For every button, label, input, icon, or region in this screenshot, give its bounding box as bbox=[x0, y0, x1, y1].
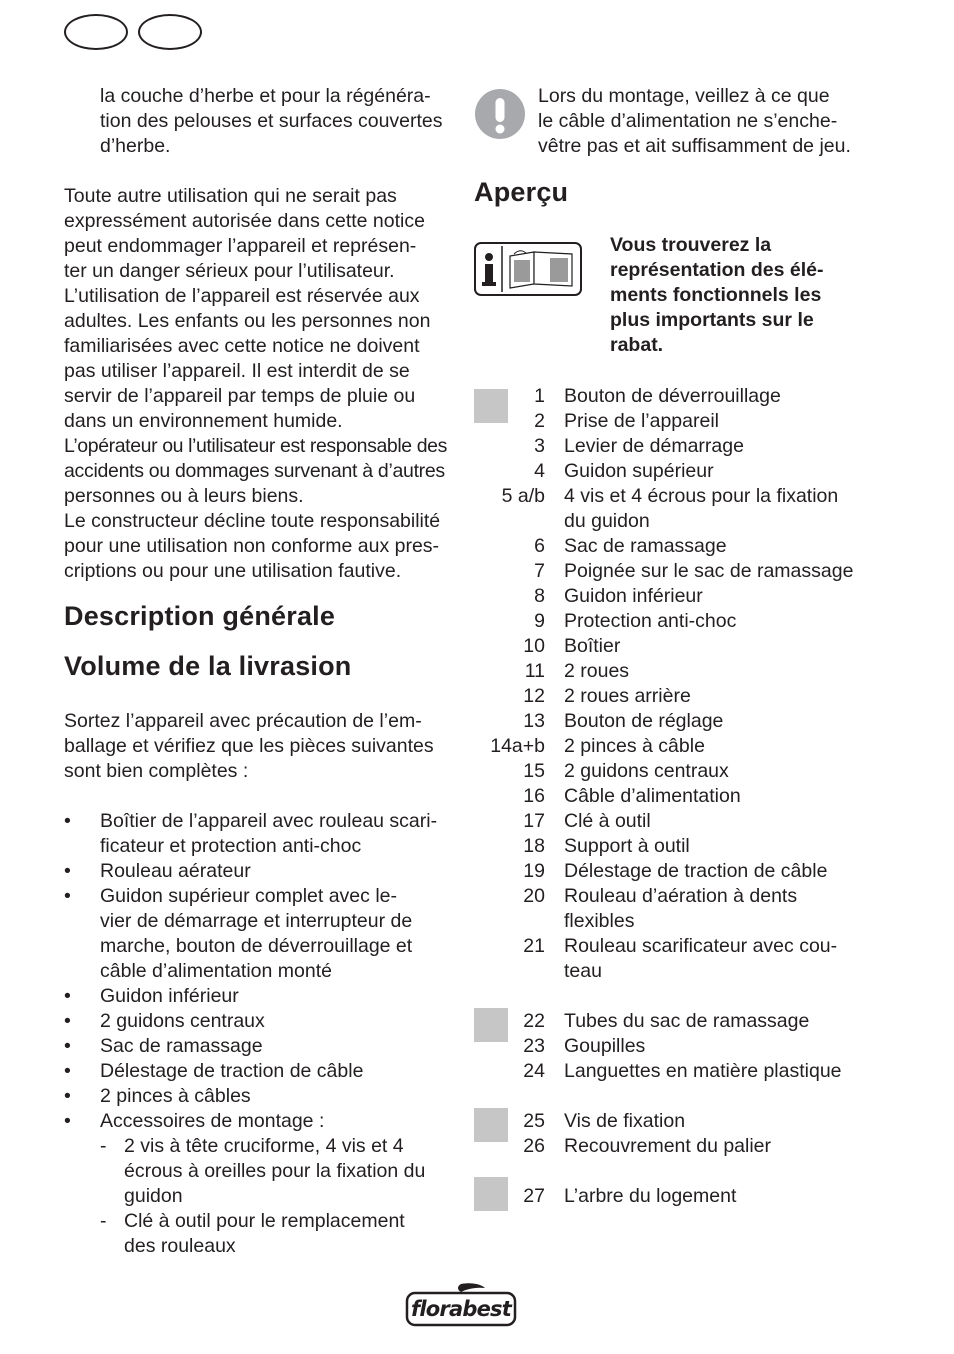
part-label-line: Bouton de réglage bbox=[564, 710, 724, 732]
part-label-line: Guidon inférieur bbox=[564, 585, 703, 607]
delivery-intro-line: ballage et vérifiez que les pièces suivantes bbox=[64, 735, 434, 757]
part-label-line: Sac de ramassage bbox=[564, 535, 727, 557]
part-number: 13 bbox=[523, 710, 545, 732]
bullet-item-line: Rouleau aérateur bbox=[100, 860, 251, 882]
dash-item-line: 2 vis à tête cruciforme, 4 vis et 4 bbox=[124, 1135, 404, 1157]
part-label-line: Goupilles bbox=[564, 1035, 646, 1057]
info-line: rabat. bbox=[610, 334, 664, 356]
bullet-dot: • bbox=[64, 1110, 71, 1132]
bullet-dot: • bbox=[64, 1035, 71, 1057]
part-label-line: 4 vis et 4 écrous pour la fixation bbox=[564, 485, 839, 507]
bullet-item-line: Guidon supérieur complet avec le- bbox=[100, 885, 397, 907]
info-line: ments fonctionnels les bbox=[610, 284, 822, 306]
bullet-dot: • bbox=[64, 810, 71, 832]
part-label-line: 2 guidons centraux bbox=[564, 760, 729, 782]
part-label-line: Délestage de traction de câble bbox=[564, 860, 828, 882]
part-label-line: Poignée sur le sac de ramassage bbox=[564, 560, 854, 582]
part-number: 3 bbox=[534, 435, 545, 457]
bullet-dot: • bbox=[64, 885, 71, 907]
logo-text: florabest bbox=[411, 1297, 511, 1321]
part-label-line: Vis de fixation bbox=[564, 1110, 686, 1132]
part-label-line: Guidon supérieur bbox=[564, 460, 714, 482]
paragraph-line: dans un environnement humide. bbox=[64, 410, 343, 432]
info-line: représentation des élé- bbox=[610, 259, 824, 281]
paragraph-line: L’utilisation de l’appareil est réservée aux bbox=[64, 285, 420, 307]
part-label-line: Support à outil bbox=[564, 835, 690, 857]
part-number: 1 bbox=[534, 385, 545, 407]
paragraph-line: criptions ou pour une utilisation fautive. bbox=[64, 560, 402, 582]
paragraph-line: accidents ou dommages survenant à d’autres bbox=[64, 460, 445, 482]
part-label-line: 2 roues arrière bbox=[564, 685, 691, 707]
bullet-dot: • bbox=[64, 1085, 71, 1107]
dash-item-line: Clé à outil pour le remplacement bbox=[124, 1210, 405, 1232]
paragraph-line: pas utiliser l’appareil. Il est interdit de se bbox=[64, 360, 410, 382]
bullet-item-line: Accessoires de montage : bbox=[100, 1110, 325, 1132]
bullet-item-line: 2 guidons centraux bbox=[100, 1010, 265, 1032]
part-number: 5 a/b bbox=[501, 485, 545, 507]
delivery-intro-line: Sortez l’appareil avec précaution de l’em- bbox=[64, 710, 422, 732]
bullet-item-line: Guidon inférieur bbox=[100, 985, 239, 1007]
language-oval-right bbox=[138, 14, 202, 50]
paragraph-line: familiarisées avec cette notice ne doivent bbox=[64, 335, 420, 357]
part-number: 25 bbox=[523, 1110, 545, 1132]
warning-line: vêtre pas et ait suffisamment de jeu. bbox=[538, 135, 851, 157]
part-label-line: Levier de démarrage bbox=[564, 435, 744, 457]
bullet-dot: • bbox=[64, 1010, 71, 1032]
part-number: 26 bbox=[523, 1135, 545, 1157]
part-number: 16 bbox=[523, 785, 545, 807]
bullet-dot: • bbox=[64, 985, 71, 1007]
part-label-line: Rouleau scarificateur avec cou- bbox=[564, 935, 838, 957]
part-label-line: teau bbox=[564, 960, 602, 982]
info-line: plus importants sur le bbox=[610, 309, 814, 331]
part-number: 6 bbox=[534, 535, 545, 557]
bullet-item-line: câble d’alimentation monté bbox=[100, 960, 332, 982]
part-label-line: Boîtier bbox=[564, 635, 621, 657]
dash-item-line: des rouleaux bbox=[124, 1235, 236, 1257]
part-label-line: Câble d’alimentation bbox=[564, 785, 741, 807]
part-number: 19 bbox=[523, 860, 545, 882]
intro-line: la couche d’herbe et pour la régénéra- bbox=[100, 85, 431, 107]
part-number: 27 bbox=[523, 1185, 545, 1207]
part-label-line: Languettes en matière plastique bbox=[564, 1060, 842, 1082]
exclamation-warning-icon bbox=[474, 88, 526, 140]
dash-marker: - bbox=[100, 1135, 107, 1157]
part-number: 24 bbox=[523, 1060, 545, 1082]
paragraph-line: expressément autorisée dans cette notice bbox=[64, 210, 425, 232]
part-label-line: Clé à outil bbox=[564, 810, 651, 832]
part-label-line: Prise de l’appareil bbox=[564, 410, 720, 432]
intro-line: tion des pelouses et surfaces couvertes bbox=[100, 110, 443, 132]
paragraph-line: ter un danger sérieux pour l’utilisateur. bbox=[64, 260, 395, 282]
part-label-line: L’arbre du logement bbox=[564, 1185, 737, 1207]
heading-overview: Aperçu bbox=[474, 177, 569, 207]
warning-line: le câble d’alimentation ne s’enche- bbox=[538, 110, 838, 132]
part-number: 12 bbox=[523, 685, 545, 707]
bullet-item-line: ficateur et protection anti-choc bbox=[100, 835, 362, 857]
part-number: 11 bbox=[524, 660, 545, 682]
part-number: 14a+b bbox=[490, 735, 545, 757]
part-number: 7 bbox=[534, 560, 545, 582]
part-number: 10 bbox=[523, 635, 545, 657]
part-number: 17 bbox=[523, 810, 545, 832]
paragraph-line: L’opérateur ou l’utilisateur est responsable des bbox=[64, 435, 447, 457]
part-label-line: 2 pinces à câble bbox=[564, 735, 705, 757]
bullet-item-line: marche, bouton de déverrouillage et bbox=[100, 935, 413, 957]
part-number: 4 bbox=[534, 460, 545, 482]
part-label-line: flexibles bbox=[564, 910, 635, 932]
bullet-item-line: Délestage de traction de câble bbox=[100, 1060, 364, 1082]
info-line: Vous trouverez la bbox=[610, 234, 772, 256]
heading-general-description: Description générale bbox=[64, 601, 336, 631]
part-label-line: Rouleau d’aération à dents bbox=[564, 885, 798, 907]
part-number: 15 bbox=[523, 760, 545, 782]
paragraph-line: pour une utilisation non conforme aux pres- bbox=[64, 535, 440, 557]
part-label-line: Protection anti-choc bbox=[564, 610, 737, 632]
part-number: 23 bbox=[523, 1035, 545, 1057]
part-label-line: Bouton de déverrouillage bbox=[564, 385, 781, 407]
dash-marker: - bbox=[100, 1210, 107, 1232]
paragraph-line: Toute autre utilisation qui ne serait pas bbox=[64, 185, 397, 207]
part-number: 18 bbox=[523, 835, 545, 857]
part-number: 22 bbox=[523, 1010, 545, 1032]
part-number: 8 bbox=[534, 585, 545, 607]
part-label-line: Recouvrement du palier bbox=[564, 1135, 772, 1157]
bullet-item-line: vier de démarrage et interrupteur de bbox=[100, 910, 413, 932]
part-number: 2 bbox=[534, 410, 545, 432]
part-label-line: 2 roues bbox=[564, 660, 630, 682]
warning-line: Lors du montage, veillez à ce que bbox=[538, 85, 830, 107]
dash-item-line: écrous à oreilles pour la fixation du bbox=[124, 1160, 426, 1182]
paragraph-line: Le constructeur décline toute responsabilité bbox=[64, 510, 441, 532]
paragraph-line: adultes. Les enfants ou les personnes non bbox=[64, 310, 431, 332]
part-number: 21 bbox=[523, 935, 545, 957]
florabest-logo bbox=[405, 1282, 517, 1328]
dash-item-line: guidon bbox=[124, 1185, 183, 1207]
bullet-item-line: Boîtier de l’appareil avec rouleau scari- bbox=[100, 810, 438, 832]
language-oval-left bbox=[64, 14, 128, 50]
info-book-icon bbox=[474, 242, 582, 296]
paragraph-line: servir de l’appareil par temps de pluie ou bbox=[64, 385, 416, 407]
bullet-dot: • bbox=[64, 860, 71, 882]
bullet-dot: • bbox=[64, 1060, 71, 1082]
intro-line: d’herbe. bbox=[100, 135, 171, 157]
bullet-item-line: Sac de ramassage bbox=[100, 1035, 263, 1057]
paragraph-line: peut endommager l’appareil et représen- bbox=[64, 235, 417, 257]
part-label-line: du guidon bbox=[564, 510, 650, 532]
part-label-line: Tubes du sac de ramassage bbox=[564, 1010, 810, 1032]
paragraph-line: personnes ou à leurs biens. bbox=[64, 485, 304, 507]
part-number: 20 bbox=[523, 885, 545, 907]
delivery-intro-line: sont bien complètes : bbox=[64, 760, 249, 782]
bullet-item-line: 2 pinces à câbles bbox=[100, 1085, 251, 1107]
heading-delivery-scope: Volume de la livrasion bbox=[64, 651, 352, 681]
part-number: 9 bbox=[534, 610, 545, 632]
